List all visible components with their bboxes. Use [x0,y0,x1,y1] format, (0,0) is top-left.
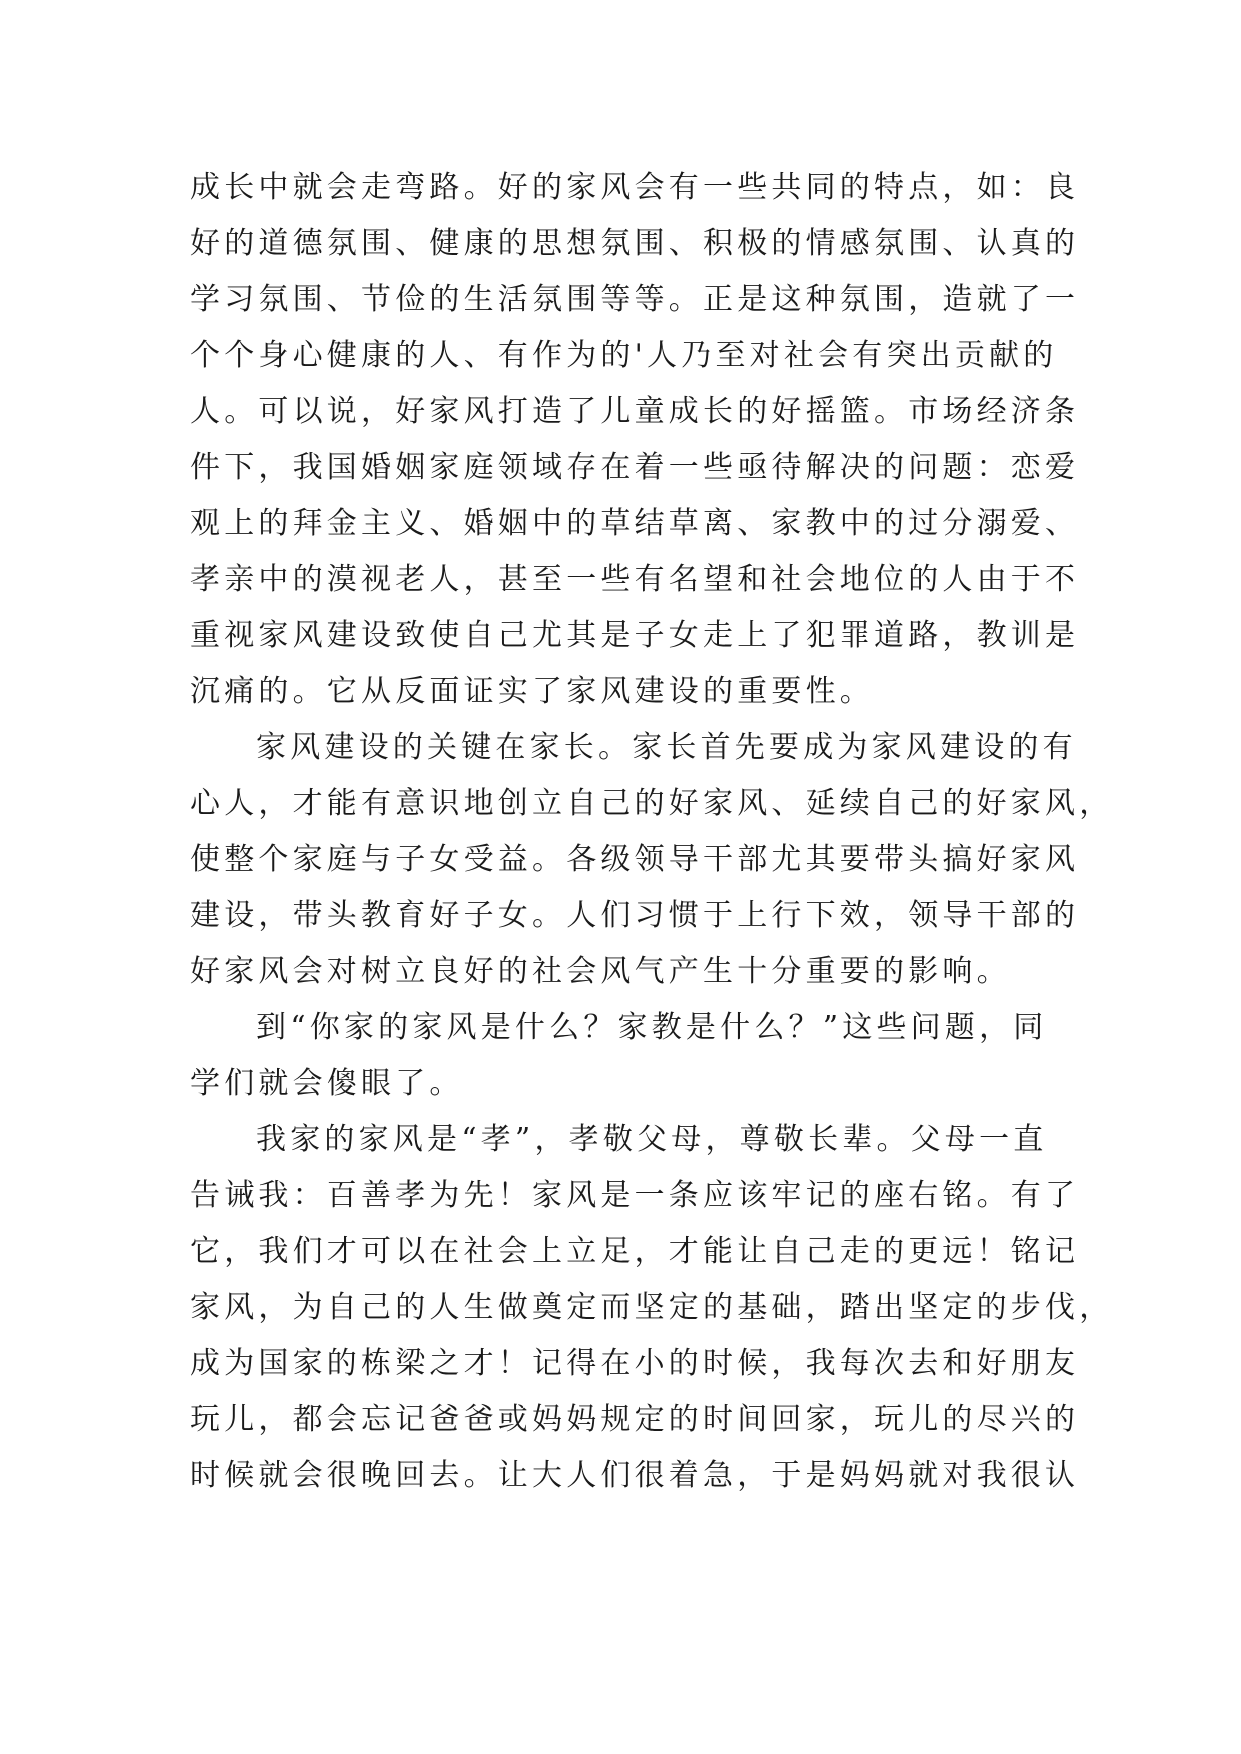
text-line: 个个身心健康的人、有作为的'人乃至对社会有突出贡献的 [190,338,1058,373]
paragraph [190,720,1114,1000]
text-line: 家风建设的关键在家长。家长首先要成为家风建设的有 [256,730,1077,765]
text-line: 到“你家的家风是什么？家教是什么？”这些问题，同 [256,1010,1048,1045]
text-line: 建设，带头教育好子女。人们习惯于上行下效，领导干部的 [190,898,1080,933]
text-line: 好的道德氛围、健康的思想氛围、积极的情感氛围、认真的 [190,226,1080,261]
text-line: 玩儿，都会忘记爸爸或妈妈规定的时间回家，玩儿的尽兴的 [190,1402,1080,1437]
paragraph [190,160,1080,720]
paragraph [190,1000,1060,1112]
text-line: 学习氛围、节俭的生活氛围等等。正是这种氛围，造就了一 [190,282,1080,317]
text-line: 成为国家的栋梁之才！记得在小的时候，我每次去和好朋友 [190,1346,1080,1381]
text-line: 学们就会傻眼了。 [190,1066,464,1101]
paragraph [190,1112,1114,1504]
text-line: 告诫我：百善孝为先！家风是一条应该牢记的座右铭。有了 [190,1178,1080,1213]
text-line: 重视家风建设致使自己尤其是子女走上了犯罪道路，教训是 [190,618,1080,653]
body-text [190,160,1114,1504]
text-line: 使整个家庭与子女受益。各级领导干部尤其要带头搞好家风 [190,842,1080,877]
text-line: 沉痛的。它从反面证实了家风建设的重要性。 [190,674,874,709]
text-line: 家风，为自己的人生做奠定而坚定的基础，踏出坚定的步伐， [190,1290,1114,1325]
text-line: 成长中就会走弯路。好的家风会有一些共同的特点，如：良 [190,170,1080,205]
text-line: 件下，我国婚姻家庭领域存在着一些亟待解决的问题：恋爱 [190,450,1080,485]
text-line: 时候就会很晚回去。让大人们很着急，于是妈妈就对我很认 [190,1458,1080,1493]
text-line: 它，我们才可以在社会上立足，才能让自己走的更远！铭记 [190,1234,1080,1269]
text-line: 人。可以说，好家风打造了儿童成长的好摇篮。市场经济条 [190,394,1080,429]
text-line: 心人，才能有意识地创立自己的好家风、延续自己的好家风， [190,786,1114,821]
text-line: 好家风会对树立良好的社会风气产生十分重要的影响。 [190,954,1011,989]
text-line: 我家的家风是“孝”，孝敬父母，尊敬长辈。父母一直 [256,1122,1048,1157]
text-line: 观上的拜金主义、婚姻中的草结草离、家教中的过分溺爱、 [190,506,1080,541]
text-line: 孝亲中的漠视老人，甚至一些有名望和社会地位的人由于不 [190,562,1080,597]
